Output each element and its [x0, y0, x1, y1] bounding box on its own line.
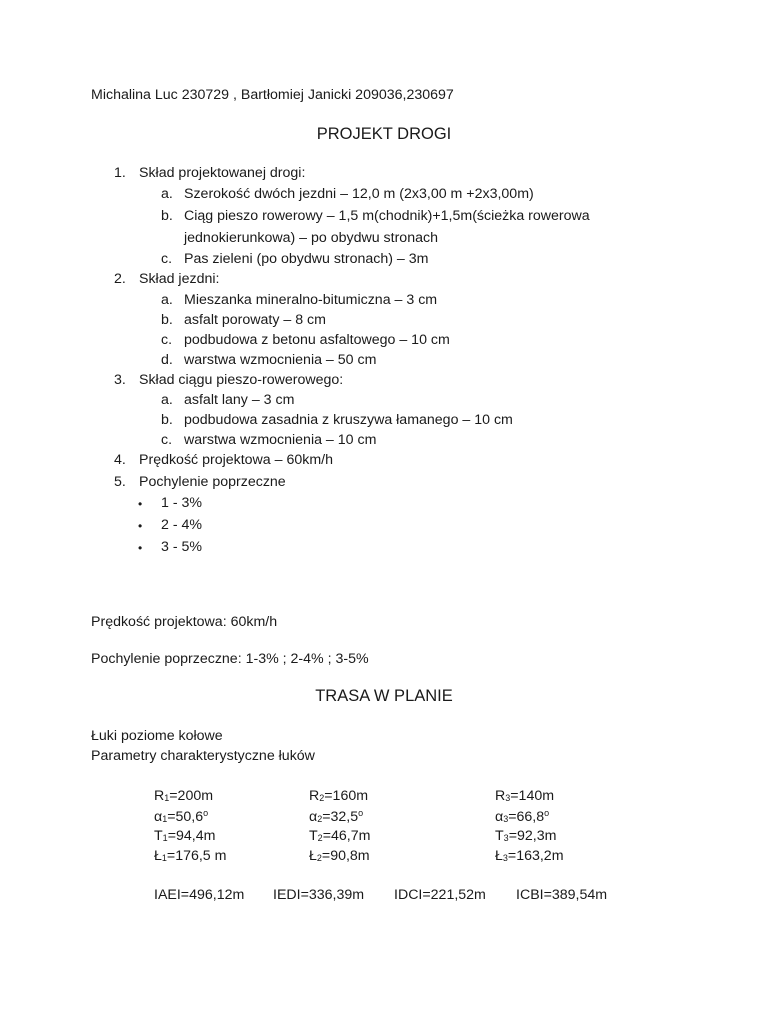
bullet-text: 2 - 4% [161, 517, 203, 533]
bullet-text: 1 - 3% [161, 495, 203, 511]
section-number: 4. [114, 452, 126, 468]
item-text: asfalt lany – 3 cm [184, 392, 295, 408]
param-angle: $\alpha_1=50,6^o$ [154, 808, 209, 825]
item-text: podbudowa z betonu asfaltowego – 10 cm [184, 332, 450, 348]
item-text: Ciąg pieszo rowerowy – 1,5 m(chodnik)+1,5m(ścieżka rowerowa [184, 208, 590, 224]
section-label: Skład ciągu pieszo-rowerowego: [139, 372, 344, 388]
authors-line: Michalina Luc 230729 , Bartłomiej Janicki 209036,230697 [91, 87, 454, 103]
item-letter: a. [161, 186, 173, 202]
item-text: warstwa wzmocnienia – 10 cm [184, 432, 377, 448]
item-text: Pas zieleni (po obydwu stronach) – 3m [184, 251, 429, 267]
bullet-icon: • [138, 541, 143, 555]
param-tangent: $T_2=46,7m$ [309, 828, 371, 844]
item-text: asfalt porowaty – 8 cm [184, 312, 326, 328]
section-number: 2. [114, 271, 126, 287]
item-text-continued: jednokierunkowa) – po obydwu stronach [184, 230, 438, 246]
section-number: 5. [114, 474, 126, 490]
segment-ed: IEDI=336,39m [273, 887, 365, 903]
design-speed-line: Prędkość projektowa: 60km/h [91, 614, 278, 630]
item-letter: c. [161, 332, 173, 348]
item-letter: b. [161, 312, 173, 328]
bullet-text: 3 - 5% [161, 539, 203, 555]
item-letter: a. [161, 292, 173, 308]
item-text: Mieszanka mineralno-bitumiczna – 3 cm [184, 292, 438, 308]
arcs-params-heading: Parametry charakterystyczne łuków [91, 748, 315, 764]
arcs-heading: Łuki poziome kołowe [91, 728, 223, 744]
param-tangent: $T_1=94,4m$ [154, 828, 216, 844]
section-label: Prędkość projektowa – 60km/h [139, 452, 333, 468]
section-number: 1. [114, 165, 126, 181]
param-arc-length: $Ł_1=176,5$ m [154, 848, 227, 864]
item-letter: a. [161, 392, 173, 408]
bullet-icon: • [138, 497, 143, 511]
item-text: Szerokość dwóch jezdni – 12,0 m (2x3,00 m +2x3,00m) [184, 186, 534, 202]
item-letter: c. [161, 251, 173, 267]
cross-slope-line: Pochylenie poprzeczne: 1-3% ; 2-4% ; 3-5% [91, 651, 369, 667]
section-label: Pochylenie poprzeczne [139, 474, 286, 490]
param-angle: $\alpha_2=32,5^o$ [309, 808, 364, 825]
param-radius: $R_1=200m$ [154, 788, 214, 804]
param-arc-length: $Ł_3=163,2m$ [495, 848, 564, 864]
item-letter: b. [161, 208, 173, 224]
segment-dc: IDCI=221,52m [394, 887, 486, 903]
segment-ae: IAEI=496,12m [154, 887, 245, 903]
param-radius: $R_3=140m$ [495, 788, 555, 804]
param-radius: $R_2=160m$ [309, 788, 369, 804]
document-title: PROJEKT DROGI [316, 125, 452, 143]
section-label: Skład jezdni: [139, 271, 220, 287]
section-number: 3. [114, 372, 126, 388]
bullet-icon: • [138, 519, 143, 533]
item-letter: c. [161, 432, 173, 448]
segment-cb: ICBI=389,54m [516, 887, 608, 903]
section-label: Skład projektowanej drogi: [139, 165, 306, 181]
section-title-route: TRASA W PLANIE [315, 687, 453, 705]
param-tangent: $T_3=92,3m$ [495, 828, 557, 844]
param-angle: $\alpha_3=66,8^o$ [495, 808, 550, 825]
item-text: warstwa wzmocnienia – 50 cm [184, 352, 377, 368]
item-letter: b. [161, 412, 173, 428]
item-text: podbudowa zasadnia z kruszywa łamanego – 10 cm [184, 412, 513, 428]
param-arc-length: $Ł_2=90,8m$ [309, 848, 370, 864]
item-letter: d. [161, 352, 173, 368]
